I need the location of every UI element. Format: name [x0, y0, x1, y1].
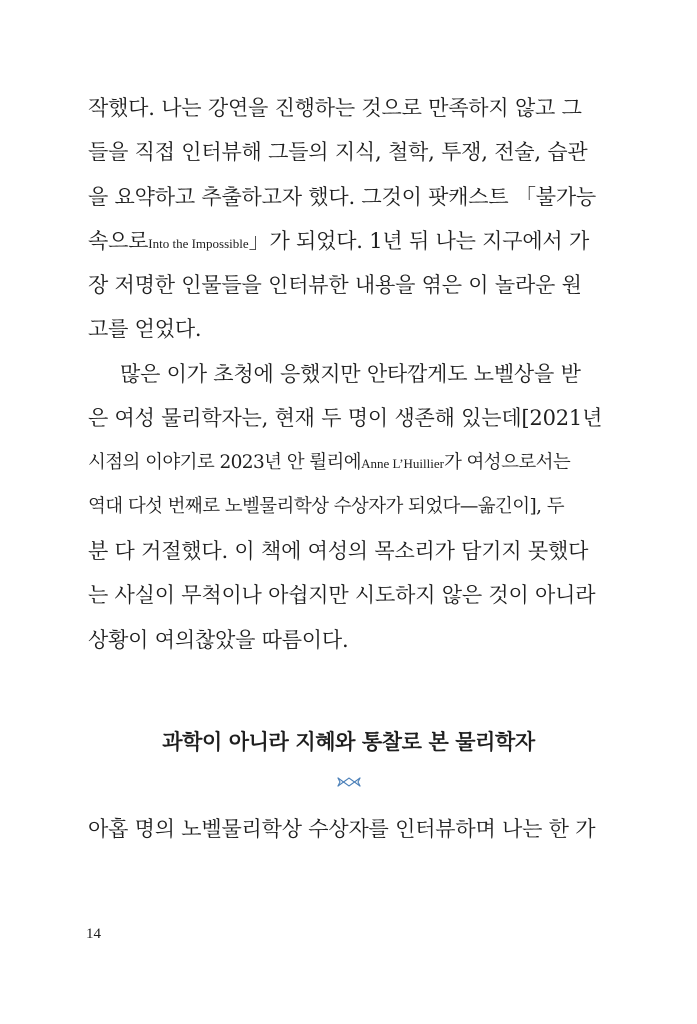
text-line: 는 사실이 무척이나 아쉽지만 시도하지 않은 것이 아니라: [88, 583, 596, 608]
text-line: 분 다 거절했다. 이 책에 여성의 목소리가 담기지 못했다: [88, 539, 589, 564]
english-name: Anne L’Huillier: [361, 455, 444, 471]
text-line: 많은 이가 초청에 응했지만 안타깝게도 노벨상을 받: [120, 362, 581, 386]
text-line: 고를 얻었다.: [88, 317, 202, 342]
text-fragment: 시점의 이야기로 2023년 안 륄리에: [88, 451, 362, 473]
text-fragment: 가 여성으로서는: [443, 451, 571, 473]
text-line: 작했다. 나는 강연을 진행하는 것으로 만족하지 않고 그: [88, 96, 582, 120]
crossed-arrows-ornament-icon: [336, 775, 362, 789]
text-line: 은 여성 물리학자는, 현재 두 명이 생존해 있는데[2021년: [88, 406, 603, 431]
paragraph-3: [88, 807, 596, 851]
text-line: 들을 직접 인터뷰해 그들의 지식, 철학, 투쟁, 전술, 습관: [88, 140, 588, 165]
section-heading: 과학이 아니라 지혜와 통찰로 본 물리학자: [162, 730, 535, 754]
text-line: 장 저명한 인물들을 인터뷰한 내용을 엮은 이 놀라운 원: [88, 273, 582, 298]
text-line: [88, 441, 571, 485]
text-line: 상황이 여의찮았을 따름이다.: [88, 627, 349, 652]
paragraph-1: [88, 86, 597, 352]
text-fragment: 속으로: [88, 228, 149, 253]
english-title: Into the Impossible: [148, 235, 249, 251]
text-line: 을 요약하고 추출하고자 했다. 그것이 팟캐스트 「불가능: [88, 184, 597, 209]
text-line: 아홉 명의 노벨물리학상 수상자를 인터뷰하며 나는 한 가: [88, 817, 596, 841]
text-line: 역대 다섯 번째로 노벨물리학상 수상자가 되었다—옮긴이], 두: [88, 495, 564, 517]
page-number: 14: [86, 926, 101, 942]
text-fragment: 」가 되었다. 1년 뒤 나는 지구에서 가: [248, 228, 590, 253]
paragraph-2: [88, 352, 603, 662]
text-line: [88, 219, 590, 263]
